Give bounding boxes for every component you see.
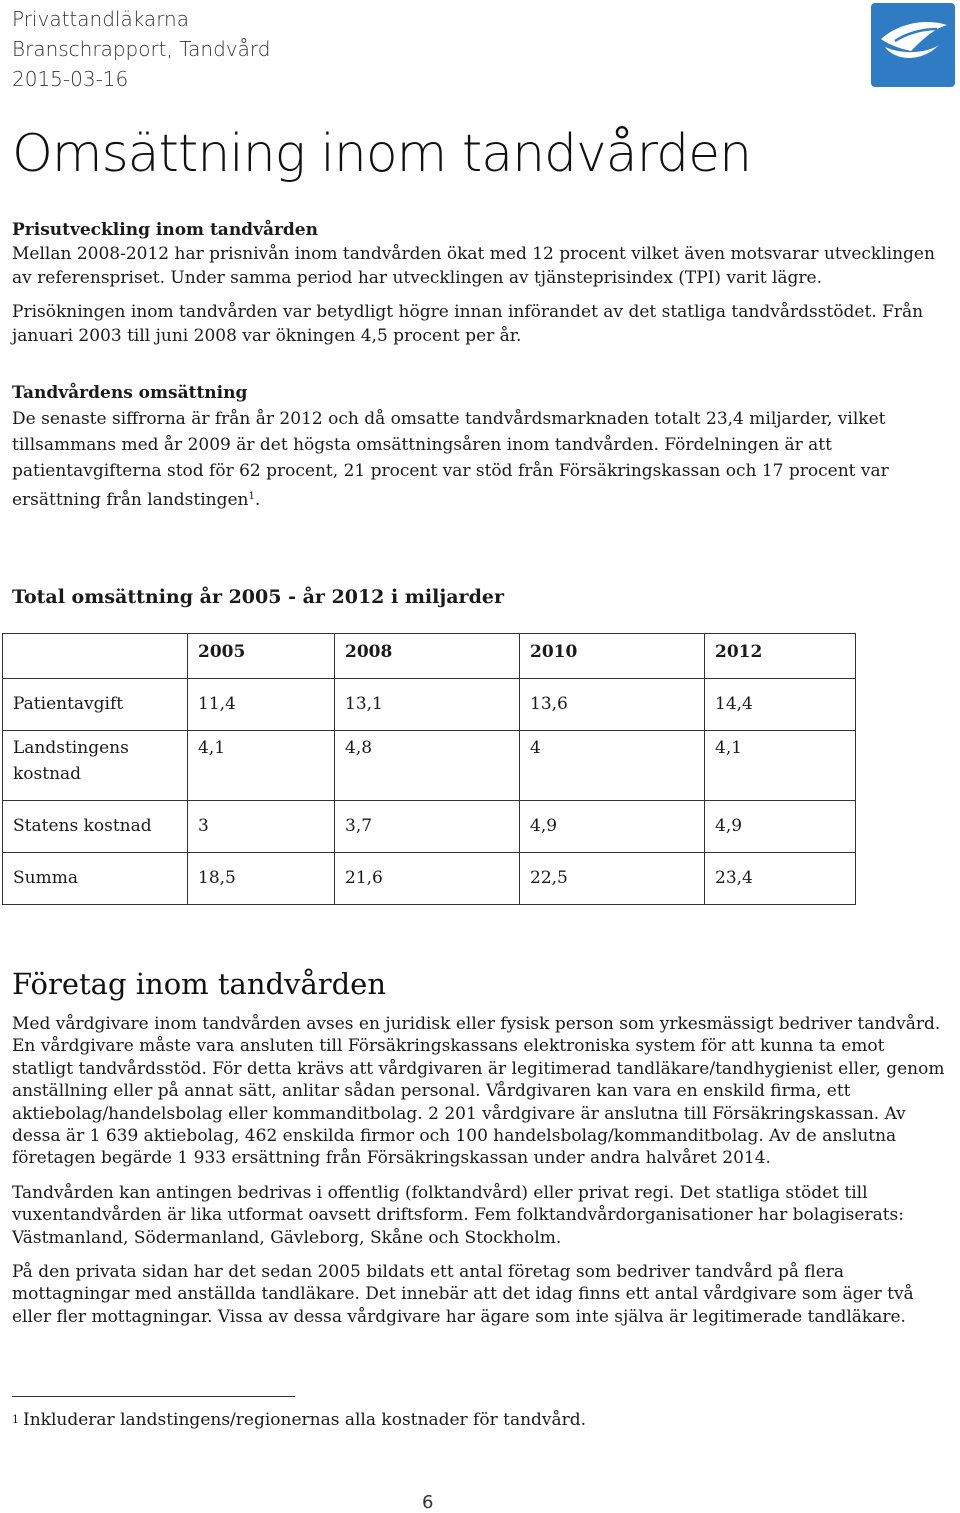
table-cell: 4,8 — [335, 731, 520, 801]
footnote-number: 1 — [12, 1413, 19, 1426]
footnote-text: Inkluderar landstingens/regionernas alla kostnader för tandvård. — [23, 1410, 587, 1430]
table-row — [3, 679, 856, 731]
leaf-smile-logo — [871, 3, 955, 87]
section-heading: Tandvårdens omsättning — [12, 383, 248, 403]
section-heading: Prisutveckling inom tandvården — [12, 220, 318, 240]
table-cell: 13,1 — [335, 679, 520, 731]
section-turnover — [12, 380, 947, 513]
table-header-cell — [3, 634, 188, 679]
table-cell: 21,6 — [335, 853, 520, 905]
paragraph-text: De senaste siffrorna är från år 2012 och då omsatte tandvårdsmarknaden totalt 23,4 miljarder, vilket tillsammans med år 2009 är det högsta omsättningsåren inom tandvården. Fördelningen är att patientavgifterna stod för 62 procent, 21 procent var stöd från Försäkringskassan och 17 procent var ersättning från landstingen — [12, 409, 889, 510]
table-cell: 18,5 — [188, 853, 335, 905]
table-header-cell: 2012 — [705, 634, 856, 679]
turnover-table — [2, 633, 856, 905]
table-cell: 4 — [520, 731, 705, 801]
footnote — [12, 1408, 586, 1432]
paragraph: På den privata sidan har det sedan 2005 bildats ett antal företag som bedriver tandvård på flera mottagningar med anställda tandläkare. Det innebär att det idag finns ett antal vårdgivare som äger två eller fler mottagningar. Vissa av dessa vårdgivare har ägare som inte själva är legitimerade tandläkare. — [12, 1262, 914, 1327]
row-label: Statens kostnad — [3, 801, 188, 853]
report-date: 2015-03-16 — [12, 67, 129, 91]
footnote-ref: 1 — [248, 491, 255, 502]
table-cell: 11,4 — [188, 679, 335, 731]
org-name: Privattandläkarna — [12, 7, 189, 31]
row-label: Patientavgift — [3, 679, 188, 731]
footnote-divider — [12, 1396, 295, 1397]
paragraph: De senaste siffrorna är från år 2012 och då omsatte tandvårdsmarknaden totalt 23,4 miljarder, vilket tillsammans med år 2009 är det högsta omsättningsåren inom tandvården. Fördelningen är att patientavgifterna stod för 62 procent, 21 procent var stöd från Försäkringskassan och 17 procent var ersättning från landstingen$^1$. — [12, 409, 889, 510]
table-header-row — [3, 634, 856, 679]
report-name: Branschrapport, Tandvård — [12, 37, 271, 61]
table-cell: 13,6 — [520, 679, 705, 731]
table-cell: 4,1 — [705, 731, 856, 801]
table-header-cell: 2008 — [335, 634, 520, 679]
table-cell: 22,5 — [520, 853, 705, 905]
paragraph: Prisökningen inom tandvården var betydligt högre innan införandet av det statliga tandvårdsstödet. Från januari 2003 till juni 2008 var ökningen 4,5 procent per år. — [12, 302, 924, 346]
paragraph: Tandvården kan antingen bedrivas i offentlig (folktandvård) eller privat regi. Det statliga stödet till vuxentandvården är lika utformat oavsett driftsform. Fem folktandvårdorganisationer har bolagiserats: Västmanland, Södermanland, Gävleborg, Skåne och Stockholm. — [12, 1182, 904, 1248]
table-header-cell: 2005 — [188, 634, 335, 679]
table-cell: 3 — [188, 801, 335, 853]
table-caption: Total omsättning år 2005 - år 2012 i miljarder — [12, 586, 504, 608]
section-companies — [12, 1013, 947, 1340]
paragraph: Mellan 2008-2012 har prisnivån inom tandvården ökat med 12 procent vilket även motsvarar utvecklingen av referenspriset. Under samma period har utvecklingen av tjänsteprisindex (TPI) varit lägre. — [12, 244, 935, 288]
page-title: Omsättning inom tandvården — [12, 124, 752, 184]
table-row — [3, 731, 856, 801]
section-price-development — [12, 218, 942, 348]
row-label: Summa — [3, 853, 188, 905]
logo-icon — [871, 3, 955, 87]
table-cell: 4,9 — [520, 801, 705, 853]
table-cell: 3,7 — [335, 801, 520, 853]
table-row — [3, 853, 856, 905]
row-label: Landstingens kostnad — [3, 731, 188, 801]
document-header — [12, 4, 270, 94]
table-header-cell: 2010 — [520, 634, 705, 679]
table-cell: 14,4 — [705, 679, 856, 731]
section-heading-companies: Företag inom tandvården — [12, 967, 386, 1001]
table-cell: 4,1 — [188, 731, 335, 801]
page-number: 6 — [422, 1492, 434, 1513]
table-cell: 23,4 — [705, 853, 856, 905]
table-cell: 4,9 — [705, 801, 856, 853]
paragraph: Med vårdgivare inom tandvården avses en juridisk eller fysisk person som yrkesmässigt bedriver tandvård. En vårdgivare måste vara ansluten till Försäkringskassans elektroniska system för att kunna ta emot statligt tandvårdsstöd. För detta krävs att vårdgivaren är legitimerad tandläkare/tandhygienist eller, genom anställning eller på annat sätt, anlitar sådan personal. Vårdgivaren kan vara en enskild firma, ett aktiebolag/handelsbolag eller kommanditbolag. 2 201 vårdgivare är anslutna till Försäkringskassan. Av dessa är 1 639 aktiebolag, 462 enskilda firmor och 100 handelsbolag/kommanditbolag. Av de anslutna företagen begärde 1 933 ersättning från Försäkringskassan under andra halvåret 2014. — [12, 1014, 945, 1169]
table-row — [3, 801, 856, 853]
